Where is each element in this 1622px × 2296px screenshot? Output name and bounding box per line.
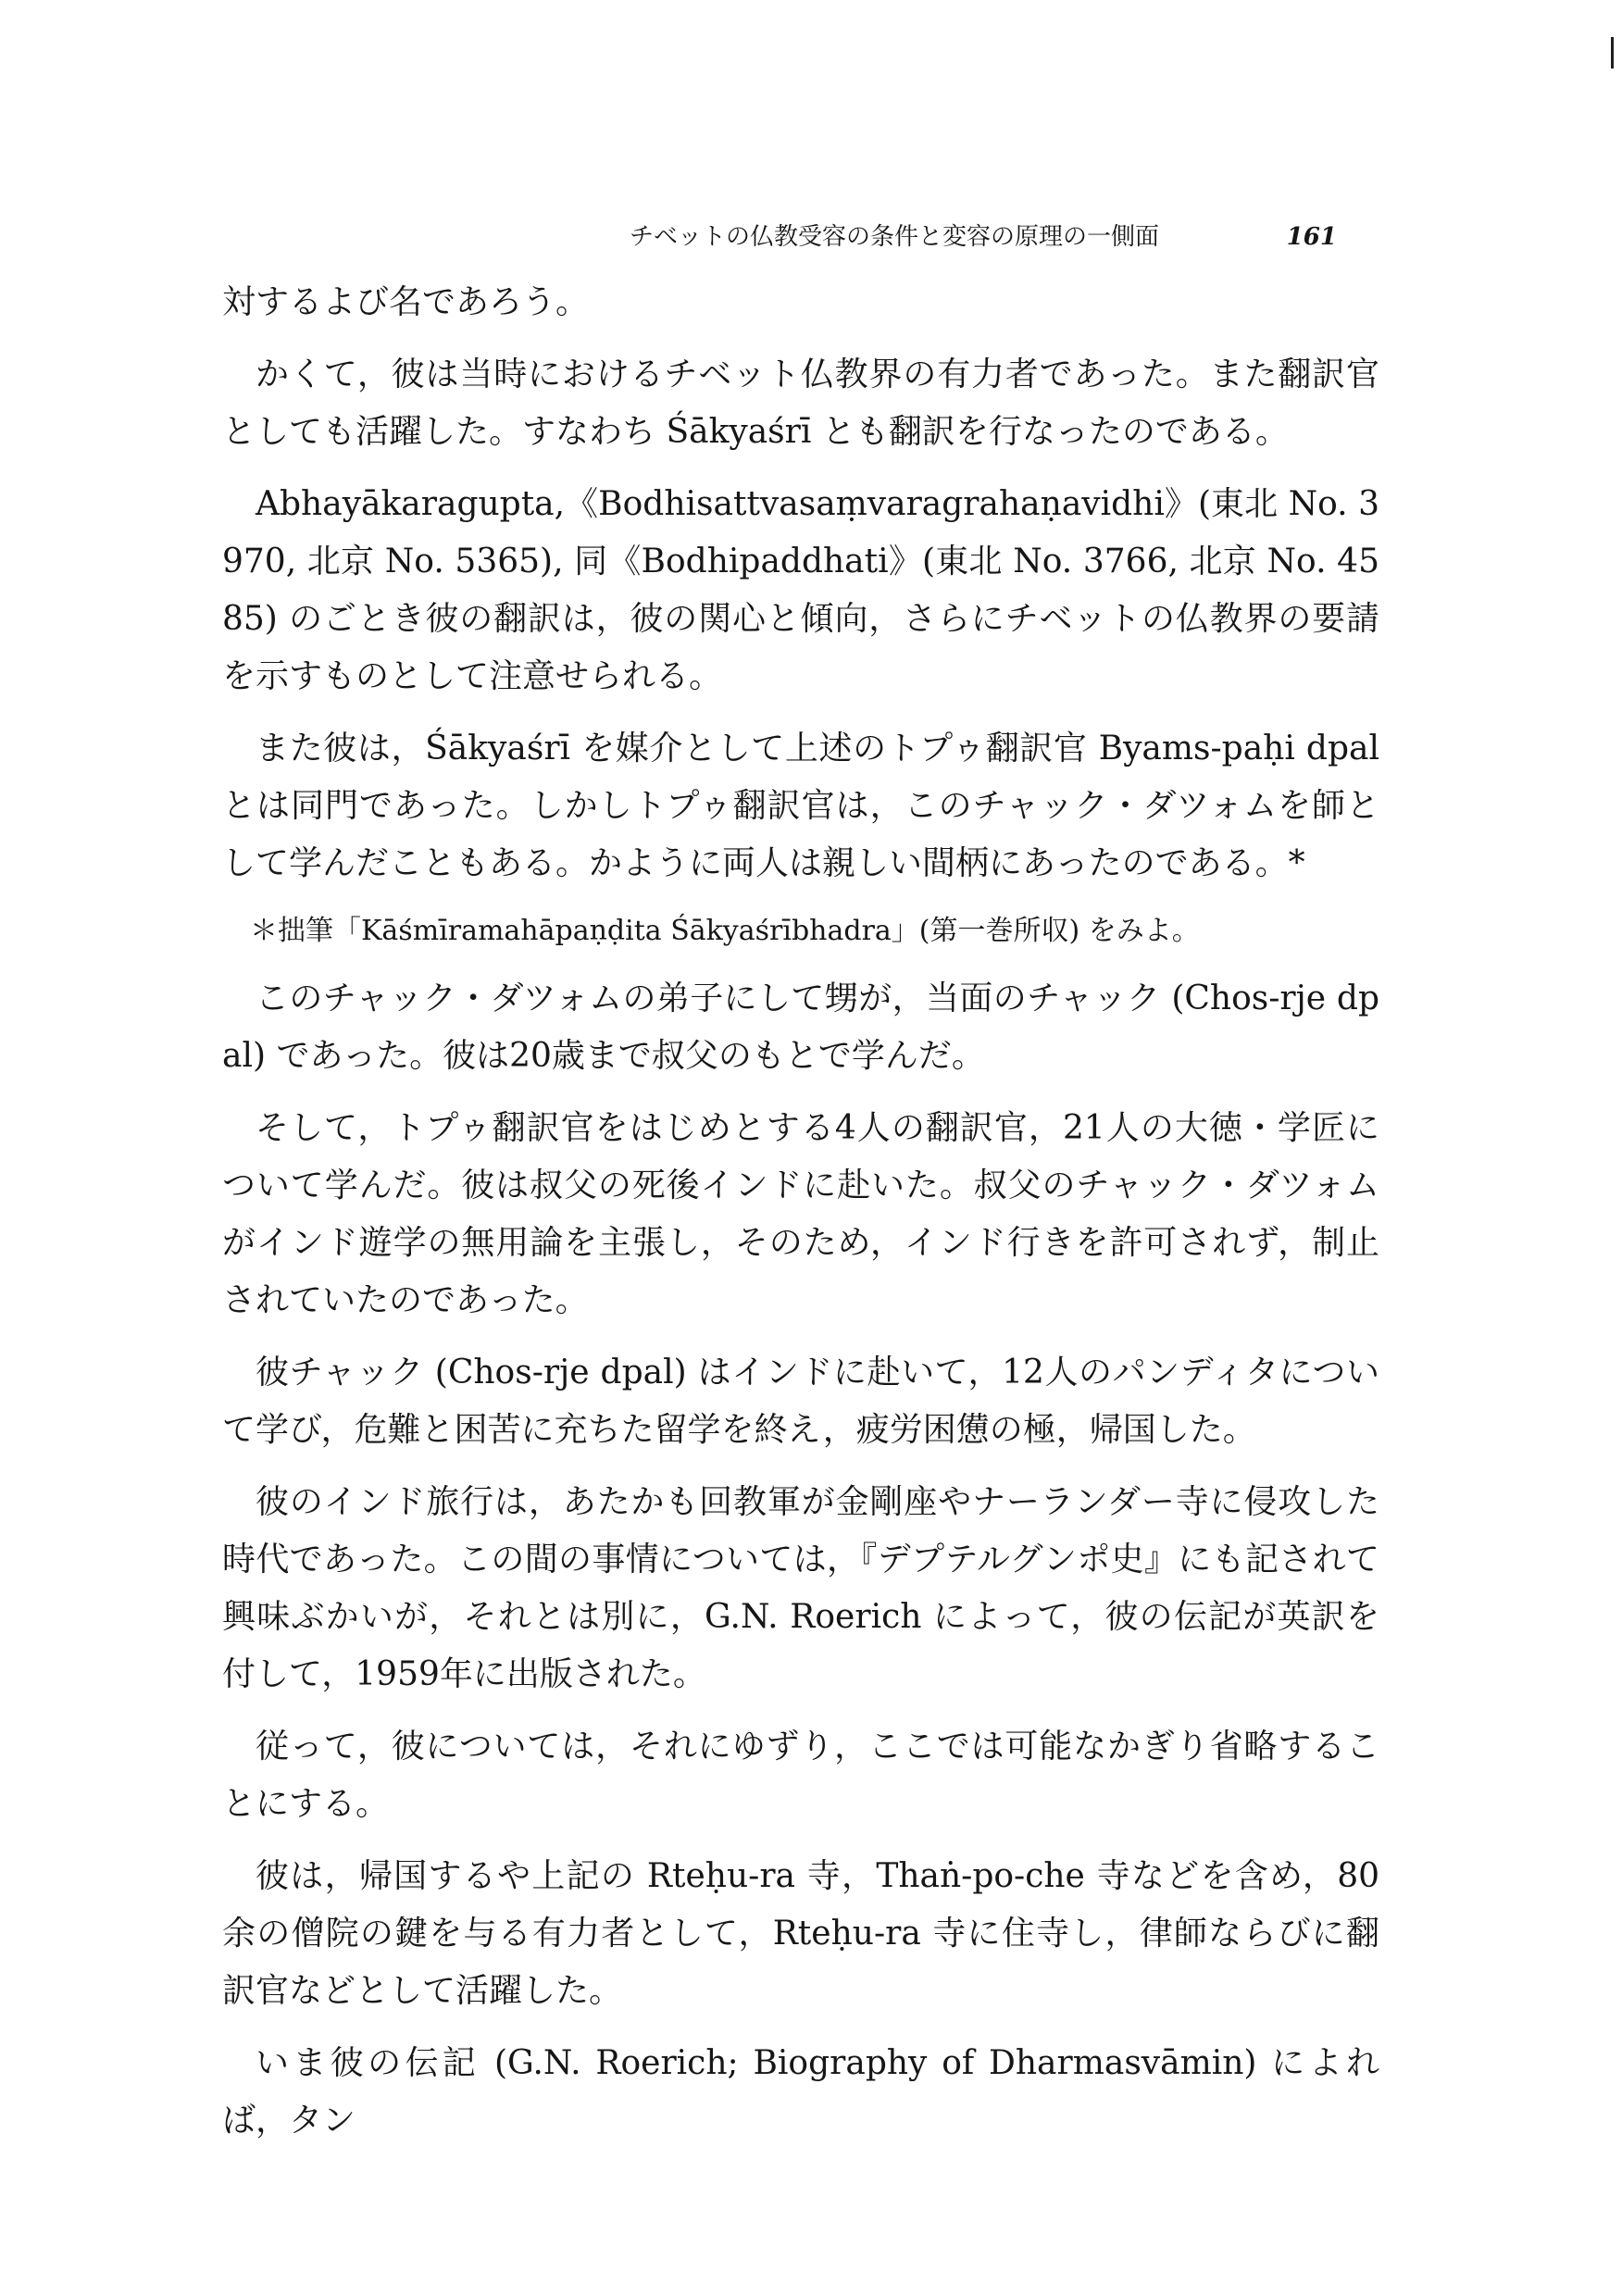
paragraph-9: 従って，彼については，それにゆずり，ここでは可能なかぎり省略することにする。 [222,1728,1379,1823]
page-edge-mark [1611,37,1614,69]
paragraph-8: 彼のインド旅行は，あたかも回教軍が金剛座やナーランダー寺に侵攻した時代であった。この間の事情については，『デプテルグンポ史』にも記されて興味ぶかいが，それとは別に，G.N. Roerich によって，彼の伝記が英訳を付して，1959年に出版された。 [222,1483,1379,1693]
paragraph-10: 彼は，帰国するや上記の Rteḥu-ra 寺，Thaṅ-po-che 寺などを含め，80余の僧院の鍵を与る有力者として，Rteḥu-ra 寺に住寺し，律師ならびに翻訳官などとして活躍した。 [222,1857,1379,2010]
running-title: チベットの仏教受容の条件と変容の原理の一側面 [630,223,1160,251]
paragraph-5: このチャック・ダツォムの弟子にして甥が，当面のチャック (Chos-rje dpal) であった。彼は20歳まで叔父のもとで学んだ。 [222,980,1379,1075]
paragraph-2: かくて，彼は当時におけるチベット仏教界の有力者であった。また翻訳官としても活躍した。すなわち Śākyaśrī とも翻訳を行なったのである。 [222,356,1379,451]
paragraph-11: いま彼の伝記 (G.N. Roerich; Biography of Dharmasvāmin) によれば，タン [222,2044,1379,2140]
paragraph-7: 彼チャック (Chos-rje dpal) はインドに赴いて，12人のパンディタについて学び，危難と困苦に充ちた留学を終え，疲労困憊の極，帰国した。 [222,1354,1379,1449]
paragraph-1: 対するよび名であろう。 [222,283,590,321]
paragraph-6: そして，トプゥ翻訳官をはじめとする4人の翻訳官，21人の大徳・学匠について学んだ。彼は叔父の死後インドに赴いた。叔父のチャック・ダツォムがインド遊学の無用論を主張し，そのため，インド行きを許可されず，制止されていたのであった。 [222,1109,1379,1319]
paragraph-4: また彼は，Śākyaśrī を媒介として上述のトプゥ翻訳官 Byams-paḥi dpal とは同門であった。しかしトプゥ翻訳官は，このチャック・ダツォムを師として学んだこともある。かように両人は親しい間柄にあったのである。* [222,730,1379,882]
page-number: 161 [1286,223,1337,251]
footnote: ＊拙筆「Kāśmīramahāpaṇḍita Śākyaśrībhadra」(第一巻所収) をみよ。 [250,915,1200,947]
body-text [222,274,1379,2165]
page-header [630,218,1352,256]
paragraph-3: Abhayākaragupta,《Bodhisattvasaṃvaragrahaṇavidhi》(東北 No. 3970, 北京 No. 5365), 同《Bodhipaddhati》(東北 No. 3766, 北京 No. 4585) のごとき彼の翻訳は，彼の関心と傾向，さらにチベットの仏教界の要請を示すものとして注意せられる。 [222,485,1379,695]
